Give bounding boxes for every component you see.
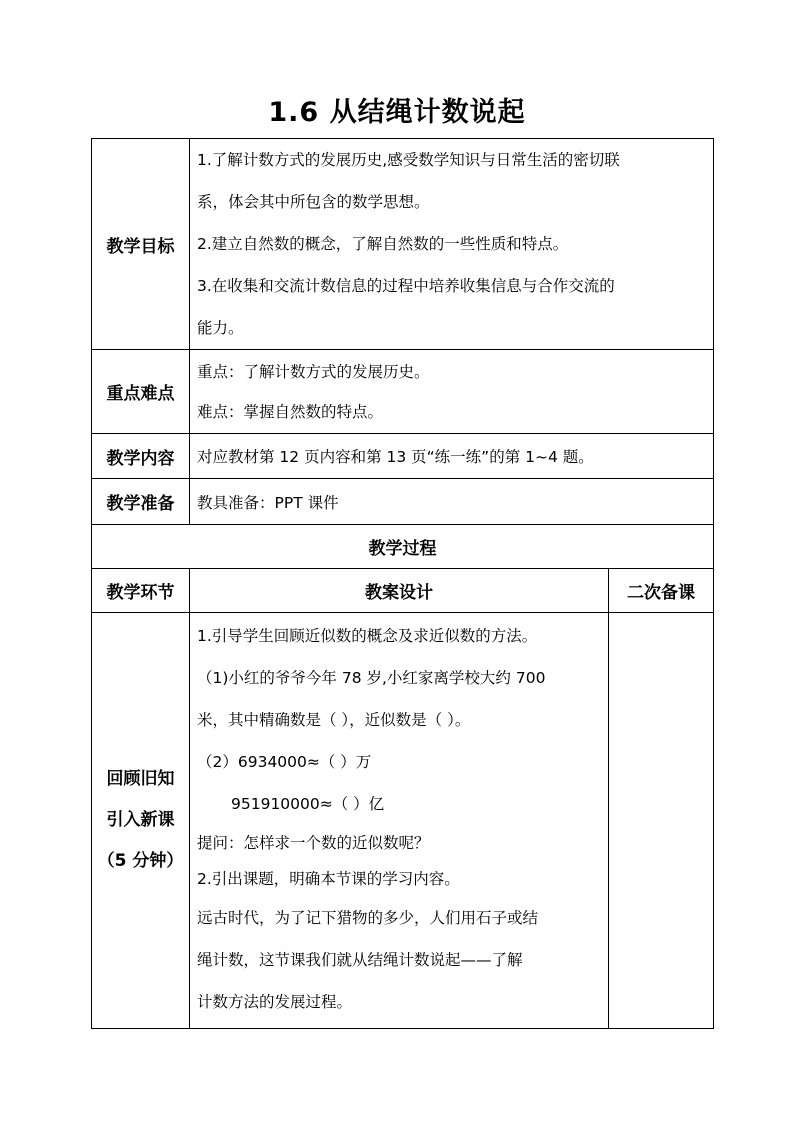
objectives-label: 教学目标 [92, 139, 190, 350]
design-line: 2.引出课题，明确本节课的学习内容。 [197, 870, 460, 888]
preparation-row [92, 479, 714, 525]
stage1-label-line: 回顾旧知 [106, 769, 175, 789]
design-line: 1.引导学生回顾近似数的概念及求近似数的方法。 [197, 627, 538, 645]
objective-line: 系，体会其中所包含的数学思想。 [197, 193, 430, 211]
objective-line: 3.在收集和交流计数信息的过程中培养收集信息与合作交流的 [197, 277, 615, 295]
content-row [92, 434, 714, 479]
process-header: 教学过程 [92, 525, 714, 569]
key-point-line: 重点：了解计数方式的发展历史。 [197, 362, 430, 381]
column-header-design: 教案设计 [190, 569, 609, 613]
design-line: 951910000≈（ ）亿 [231, 795, 385, 813]
column-header-stage: 教学环节 [92, 569, 190, 613]
stage1-label [92, 613, 190, 1029]
design-line: （1)小红的爷爷今年 78 岁,小红家离学校大约 700 [197, 669, 546, 687]
design-line: （2）6934000≈（ ）万 [197, 753, 372, 771]
key-points-label: 重点难点 [92, 350, 190, 434]
column-header-row [92, 569, 714, 613]
preparation-text: 教具准备：PPT 课件 [190, 479, 714, 525]
content-text: 对应教材第 12 页内容和第 13 页“练一练”的第 1~4 题。 [190, 434, 714, 479]
design-line: 远古时代，为了记下猎物的多少，人们用石子或结 [197, 909, 539, 927]
design-line: 绳计数，这节课我们就从结绳计数说起——了解 [197, 951, 523, 969]
stage1-label-line: （5 分钟） [97, 851, 184, 871]
stage1-revision [609, 613, 714, 1029]
stage1-design [190, 613, 609, 1029]
design-line: 计数方法的发展过程。 [197, 993, 353, 1011]
objectives-content [190, 139, 714, 350]
key-points-content [190, 350, 714, 434]
column-header-revision: 二次备课 [609, 569, 714, 613]
key-point-line: 难点：掌握自然数的特点。 [197, 402, 384, 421]
content-label: 教学内容 [92, 434, 190, 479]
objective-line: 能力。 [197, 319, 244, 337]
lesson-plan-table [91, 138, 714, 1029]
page-title: 1.6 从结绳计数说起 [268, 97, 526, 128]
design-line: 米，其中精确数是（ ），近似数是（ ）。 [197, 711, 471, 729]
objectives-row [92, 139, 714, 350]
stage1-label-line: 引入新课 [106, 810, 175, 830]
design-line: 提问：怎样求一个数的近似数呢？ [197, 834, 430, 852]
key-points-row [92, 350, 714, 434]
stage1-row [92, 613, 714, 1029]
objective-line: 2.建立自然数的概念，了解自然数的一些性质和特点。 [197, 235, 569, 253]
process-header-row [92, 525, 714, 569]
objective-line: 1.了解计数方式的发展历史,感受数学知识与日常生活的密切联 [197, 151, 620, 169]
preparation-label: 教学准备 [92, 479, 190, 525]
